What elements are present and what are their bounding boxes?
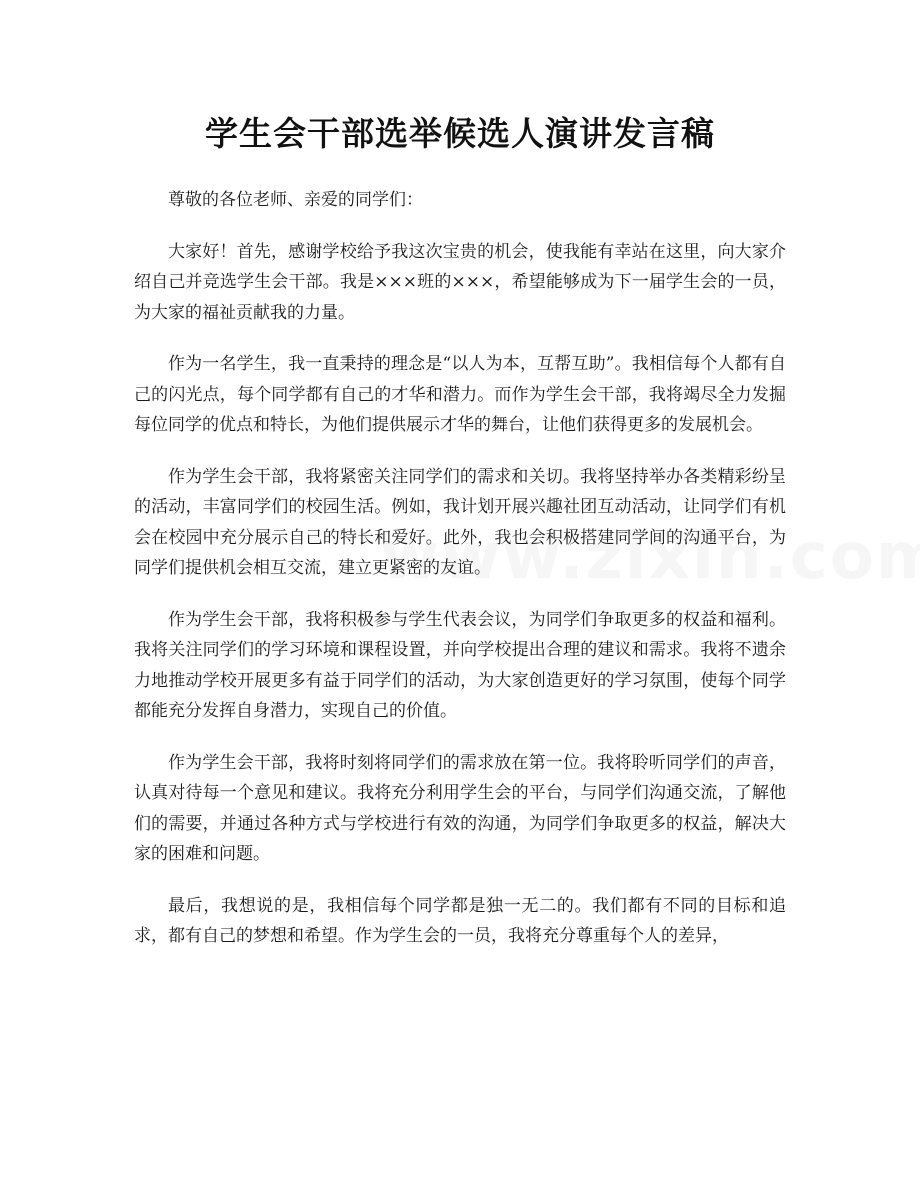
body-paragraph-4: 作为学生会干部，我将积极参与学生代表会议，为同学们争取更多的权益和福利。我将关注同学们的学习环境和课程设置，并向学校提出合理的建议和需求。我将不遗余力地推动学校开展更多有益于同学们的活动，为大家创造更好的学习氛围，使每个同学都能充分发挥自身潜力，实现自己的价值。 xyxy=(134,609,786,721)
body-paragraph-1: 大家好！首先，感谢学校给予我这次宝贵的机会，使我能有幸站在这里，向大家介绍自己并竞选学生会干部。我是×××班的×××，希望能够成为下一届学生会的一员，为大家的福祉贡献我的力量。 xyxy=(134,241,786,323)
document-body xyxy=(134,185,786,973)
document-title: 学生会干部选举候选人演讲发言稿 xyxy=(205,114,715,153)
body-paragraph-2: 作为一名学生，我一直秉持的理念是“以人为本，互帮互助”。我相信每个人都有自己的闪光点，每个同学都有自己的才华和潜力。而作为学生会干部，我将竭尽全力发掘每位同学的优点和特长，为他们提供展示才华的舞台，让他们获得更多的发展机会。 xyxy=(134,354,786,435)
body-paragraph-6: 最后，我想说的是，我相信每个同学都是独一无二的。我们都有不同的目标和追求，都有自己的梦想和希望。作为学生会的一员，我将充分尊重每个人的差异， xyxy=(134,895,786,946)
salutation-paragraph: 尊敬的各位老师、亲爱的同学们： xyxy=(168,190,423,210)
body-paragraph-5: 作为学生会干部，我将时刻将同学们的需求放在第一位。我将聆听同学们的声音，认真对待每一个意见和建议。我将充分利用学生会的平台，与同学们沟通交流，了解他们的需要，并通过各种方式与学校进行有效的沟通，为同学们争取更多的权益，解决大家的困难和问题。 xyxy=(134,752,786,864)
body-paragraph-3: 作为学生会干部，我将紧密关注同学们的需求和关切。我将坚持举办各类精彩纷呈的活动，丰富同学们的校园生活。例如，我计划开展兴趣社团互动活动，让同学们有机会在校园中充分展示自己的特长和爱好。此外，我也会积极搭建同学间的沟通平台，为同学们提供机会相互交流，建立更紧密的友谊。 xyxy=(134,466,786,578)
